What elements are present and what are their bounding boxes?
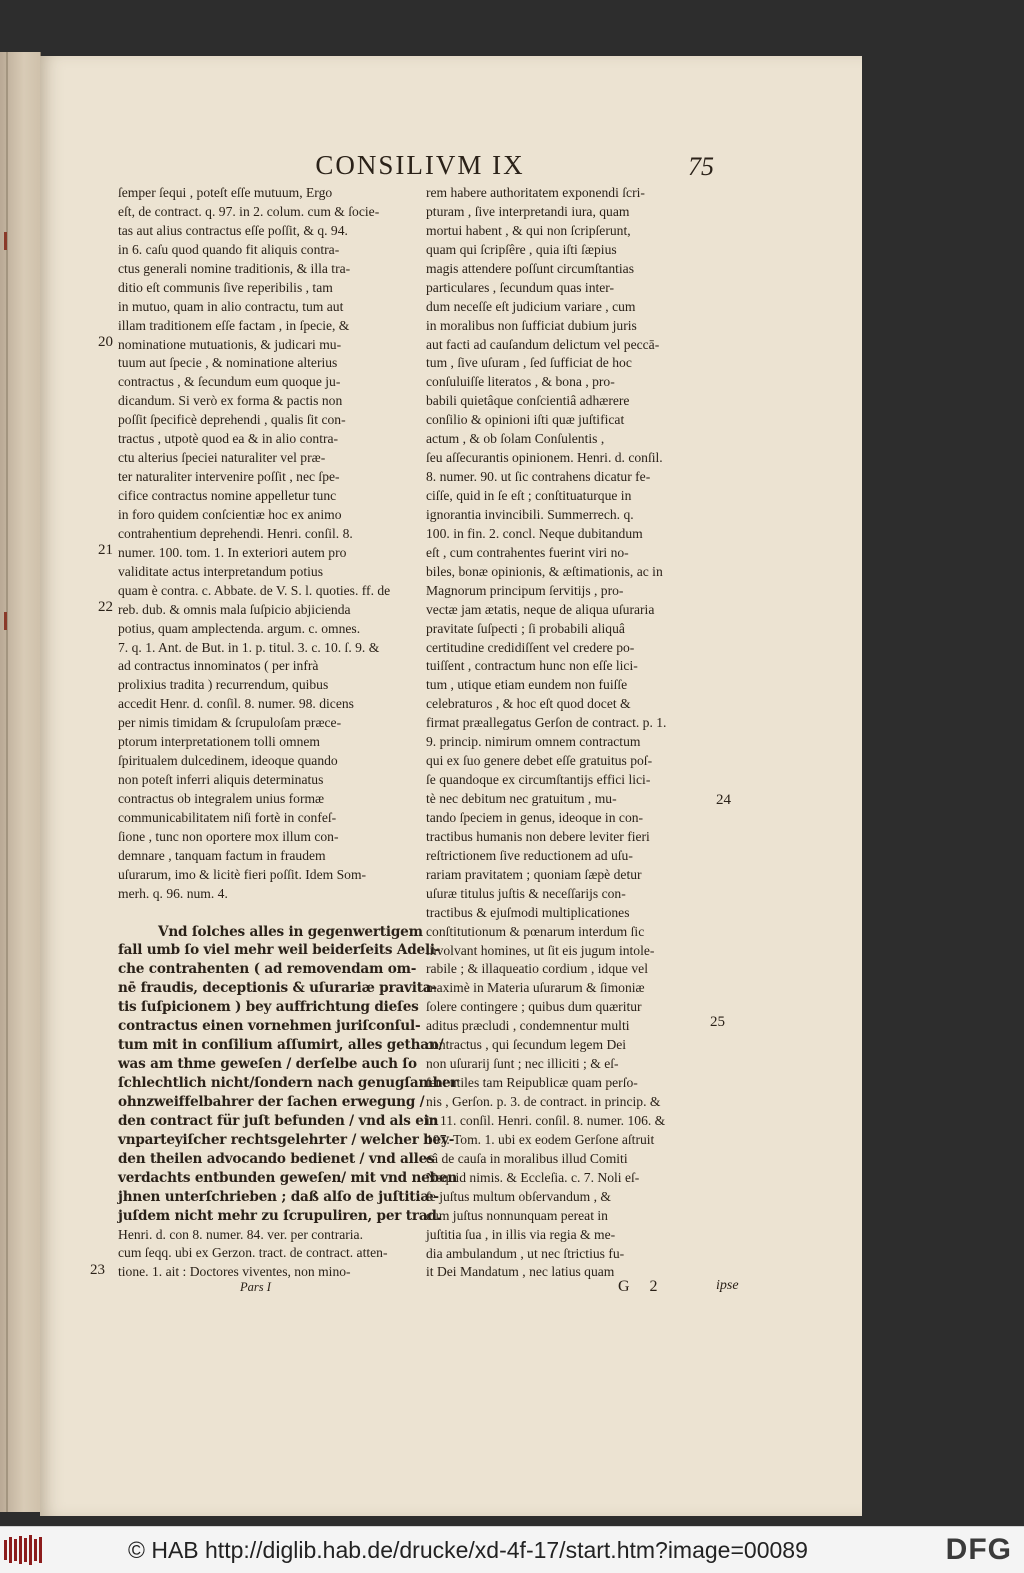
text-line: cum ſeqq. ubi ex Gerzon. tract. de contract. atten-	[118, 1245, 388, 1261]
text-line: jhnen unterſchrieben ; daß alſo de juſtitiæ-	[118, 1188, 439, 1205]
text-line: ad contractus innominatos ( per infrà	[118, 658, 319, 674]
text-line: celebraturos , & hoc eſt quod docet &	[426, 696, 631, 712]
text-line: illam traditionem eſſe factam , in ſpecie, &	[118, 317, 350, 333]
text-line: conſuluiſſe literatos , & bona , pro-	[426, 374, 615, 390]
text-line: magis attendere poſſunt circumſtantias	[426, 260, 634, 276]
text-line: Vnd ſolches alles in gegenwertigem	[158, 923, 423, 940]
margin-number-20: 20	[98, 334, 113, 350]
text-line: certitudine credidiſſent vel credere po-	[426, 639, 635, 655]
text-line: contractus , qui ſecundum legem Dei	[426, 1037, 627, 1053]
text-line: tum , utique etiam eundem non fuiſſe	[426, 677, 628, 693]
text-line: in foro quidem conſcientiæ hoc ex animo	[118, 506, 342, 522]
text-line: nominatione mutuationis, & judicari mu-	[118, 336, 342, 352]
text-line: ſe juſtus multum obſervandum , &	[426, 1188, 612, 1204]
text-line: ſione , tunc non oportere mox illum con-	[118, 828, 339, 844]
text-line: tis ſuſpicionem ) bey auffrichtung dieſes	[118, 999, 419, 1016]
text-line: tando ſpeciem in genus, ideoque in con-	[426, 809, 644, 825]
text-line: eſt, de contract. q. 97. in 2. colum. cum & ſocie-	[118, 203, 380, 219]
text-line: rabile ; & illaqueatio cordium , idque vel	[426, 961, 648, 977]
text-line: ſemper ſequi , poteſt eſſe mutuum, Ergo	[118, 185, 333, 200]
text-line: was am thme geweſen / derſelbe auch ſo	[118, 1056, 417, 1073]
text-line: in moralibus non ſufficiat dubium juris	[426, 317, 637, 333]
text-line: ctu alterius ſpeciei naturaliter vel præ-	[118, 450, 326, 466]
text-line: den contract für juſt befunden / vnd als ein	[118, 1112, 439, 1129]
text-line: conſilio & opinioni iſti quæ juſtificat	[426, 412, 625, 428]
margin-number-24: 24	[716, 792, 731, 808]
catchword: ipse	[716, 1278, 739, 1293]
text-line: non poteſt inferri aliquis determinatus	[118, 772, 324, 788]
text-line: actum , & ob ſolam Conſulentis ,	[426, 431, 605, 447]
text-line: demnare , tanquam factum in fraudem	[118, 847, 326, 863]
margin-number-23: 23	[90, 1262, 105, 1278]
text-line: 9. princip. nimirum omnem contractum	[426, 734, 641, 750]
pars-label: Pars I	[240, 1280, 271, 1294]
text-line: per nimis timidam & ſcrupuloſam præce-	[118, 715, 342, 731]
text-line: tractibus humanis non debere leviter fieri	[426, 828, 650, 844]
text-line: quam è contra. c. Abbate. de V. S. l. quoties. ff. de	[118, 582, 391, 598]
text-line: eâ de cauſa in moralibus illud Comiti	[426, 1150, 628, 1166]
right-text-column	[426, 184, 724, 1282]
text-line: Henri. d. con 8. numer. 84. ver. per contraria.	[118, 1226, 363, 1242]
text-line: particulares , ſecundum quas inter-	[426, 279, 615, 295]
text-line: potius, quam amplectenda. argum. c. omnes.	[118, 620, 361, 636]
text-line: rariam pravitatem ; quoniam ſæpè detur	[426, 866, 642, 882]
text-line: ter naturaliter intervenire poſſit , nec ſpe-	[118, 469, 340, 485]
previous-page-edge	[0, 52, 41, 1512]
text-line: involvant homines, ut ſit eis jugum intole-	[426, 942, 655, 958]
margin-number-25: 25	[710, 1014, 725, 1030]
text-line: ciſſe, quid in ſe eſt ; conſtituaturque in	[426, 488, 632, 503]
text-line: contrahentium deprehendi. Henri. conſil. 8.	[118, 525, 353, 541]
text-line: qui ex ſuo genere debet eſſe gratuitus poſ-	[426, 753, 653, 769]
text-line: tè nec debitum nec gratuitum , mu-	[426, 791, 617, 806]
text-line: uſurarum, imo & licitè fieri poſſit. Idem Som-	[118, 866, 367, 882]
text-line: ſchlechtlich nicht/ſondern nach genugſamber	[118, 1075, 458, 1092]
text-line: aut facti ad cauſandum delictum vel peccā-	[426, 336, 660, 352]
text-line: aditus præcludi , condemnentur multi	[426, 1018, 630, 1034]
text-line: quam qui ſcripſêre , quia iſti ſæpius	[426, 241, 617, 257]
text-line: communicabilitatem niſi fortè in confeſ-	[118, 809, 337, 825]
text-line: fall umb ſo viel mehr weil beiderſeits Adeli-	[118, 942, 441, 959]
text-line: maximè in Materia uſurarum & ſimoniæ	[426, 980, 645, 996]
text-line: juſdem nicht mehr zu ſcrupuliren, per trad.	[118, 1207, 442, 1224]
text-line: babili quietâque conſcientiâ adhærere	[426, 393, 630, 409]
text-line: in mutuo, quam in alio contractu, tum aut	[118, 298, 344, 314]
text-line: pturam , ſive interpretandi iura, quam	[426, 203, 630, 219]
text-line: numer. 100. tom. 1. In exteriori autem pro	[118, 544, 347, 560]
text-line: it Dei Mandatum , nec latius quam	[426, 1264, 615, 1280]
text-line: tuiſſent , contractum hunc non eſſe lici-	[426, 658, 638, 674]
text-line: ſpiritualem dulcedinem, ideoque quando	[118, 753, 338, 769]
text-line: dum neceſſe eſt judicium variare , cum	[426, 298, 636, 314]
text-line: contractus einen vornehmen juriſconſul-	[118, 1018, 421, 1035]
text-line: uſuræ titulus juſtis & neceſſarijs con-	[426, 885, 626, 901]
text-line: in 11. conſil. Henri. conſil. 8. numer. 106. &	[426, 1112, 666, 1128]
footer-bar	[0, 1526, 1024, 1573]
text-line: poſſit ſpecificè deprehendi , qualis ſit con-	[118, 412, 346, 428]
signature-mark: G 2	[618, 1278, 666, 1295]
text-line: tas aut alius contractus eſſe poſſit, & q. 94.	[118, 222, 348, 238]
text-line: pravitate ſuſpecti ; ſi probabili aliquâ	[426, 620, 625, 636]
text-line: ſe quandoque ex circumſtantijs effici lici-	[426, 772, 651, 788]
text-line: vnparteyiſcher rechtsgelehrter / welcher bey-	[118, 1131, 455, 1148]
text-line: juſtitia ſua , in illis via regia & me-	[426, 1226, 616, 1242]
text-line: ctus generali nomine traditionis, & illa tra-	[118, 260, 351, 276]
text-line: cifice contractus nomine appelletur tunc	[118, 488, 337, 503]
text-line	[118, 904, 416, 923]
page-number: 75	[688, 152, 714, 181]
text-line: tuum aut ſpecie , & nominatione alterius	[118, 355, 338, 371]
text-line: tum , ſive uſuram , ſed ſufficiat de hoc	[426, 355, 632, 371]
text-line: merh. q. 96. num. 4.	[118, 885, 228, 901]
text-line: firmat præallegatus Gerſon de contract. p. 1.	[426, 715, 667, 731]
text-line: ignorantia invincibili. Summerrech. q.	[426, 506, 634, 522]
text-line: 107. Tom. 1. ubi ex eodem Gerſone aſtruit	[426, 1131, 655, 1147]
text-line: non uſurarij ſunt ; nec illiciti ; & eſ-	[426, 1056, 619, 1072]
text-line: tione. 1. ait : Doctores viventes, non mino-	[118, 1264, 351, 1280]
book-page	[40, 56, 862, 1516]
text-line: Nequid nimis. & Eccleſia. c. 7. Noli eſ-	[426, 1169, 640, 1185]
text-line: den theilen advocando bedienet / vnd alles	[118, 1150, 435, 1167]
text-line: tum mit in conſilium aſſumirt, alles gethan/	[118, 1037, 444, 1054]
text-line: ſolere contingere ; quibus dum quæritur	[426, 999, 642, 1015]
text-line: nē fraudis, deceptionis & uſurariæ pravita-	[118, 980, 437, 997]
text-line: nis , Gerſon. p. 3. de contract. in princip. &	[426, 1094, 661, 1109]
page-header-title: CONSILIVM IX	[315, 150, 525, 180]
text-line: ſeu aſſecurantis opinionem. Henri. d. conſil.	[426, 450, 663, 466]
text-line: accedit Henr. d. conſil. 8. numer. 98. dicens	[118, 696, 354, 712]
text-line: conſtitutionum & pœnarum interdum ſic	[426, 923, 645, 939]
text-line: reb. dub. & omnis mala ſuſpicio abjicienda	[118, 601, 351, 617]
text-line: biles, bonæ opinionis, & æſtimationis, ac in	[426, 563, 663, 579]
text-line: ſent utiles tam Reipublicæ quam perſo-	[426, 1075, 638, 1091]
margin-number-21: 21	[98, 542, 113, 558]
text-line: rem habere authoritatem exponendi ſcri-	[426, 185, 645, 200]
text-line: eſt , cum contrahentes fuerint viri no-	[426, 544, 629, 560]
text-line: ohnzweiffelbahrer der ſachen erwegung /	[118, 1093, 425, 1110]
text-line: dicandum. Si verò ex forma & pactis non	[118, 393, 343, 409]
text-line: ptorum interpretationem tolli omnem	[118, 734, 320, 750]
text-line: che contrahenten ( ad removendam om-	[118, 961, 417, 978]
text-line: Magnorum principum ſervitijs , pro-	[426, 582, 624, 598]
text-line: mortui habent , & qui non ſcripſerunt,	[426, 222, 631, 238]
left-text-column	[118, 184, 458, 1282]
text-line: vectæ jam ætatis, neque de aliqua uſuraria	[426, 601, 655, 617]
text-line: tractus , utpotè quod ea & in alio contra-	[118, 431, 339, 447]
text-line: cum juſtus nonnunquam pereat in	[426, 1207, 608, 1223]
text-line: 8. numer. 90. ut ſic contrahens dicatur fe-	[426, 469, 651, 485]
margin-number-22: 22	[98, 599, 113, 615]
text-line: validitate actus interpretandum potius	[118, 563, 323, 579]
text-line: tractibus & ejuſmodi multiplicationes	[426, 904, 630, 920]
hab-logo-icon	[4, 1533, 44, 1567]
text-line: prolixius tradita ) recurrendum, quibus	[118, 677, 329, 693]
text-line: reſtrictionem ſive reductionem ad uſu-	[426, 847, 633, 863]
text-line: 100. in fin. 2. concl. Neque dubitandum	[426, 525, 643, 541]
text-line: 7. q. 1. Ant. de But. in 1. p. titul. 3. c. 10. ſ. 9. &	[118, 639, 380, 655]
text-line: ditio eſt communis ſive reperibilis , tam	[118, 279, 333, 295]
text-line: dia ambulandum , ut nec ſtrictius fu-	[426, 1245, 625, 1261]
copyright-credit-link[interactable]: © HAB http://diglib.hab.de/drucke/xd-4f-17/start.htm?image=00089	[128, 1536, 808, 1563]
text-line: contractus ob integralem unius formæ	[118, 791, 325, 806]
text-line: contractus , & ſecundum eum quoque ju-	[118, 374, 341, 390]
text-line: in 6. caſu quod quando fit aliquis contra-	[118, 241, 340, 257]
text-line: verdachts entbunden geweſen/ mit vnd neben	[118, 1169, 458, 1186]
dfg-logo: DFG	[945, 1533, 1012, 1566]
